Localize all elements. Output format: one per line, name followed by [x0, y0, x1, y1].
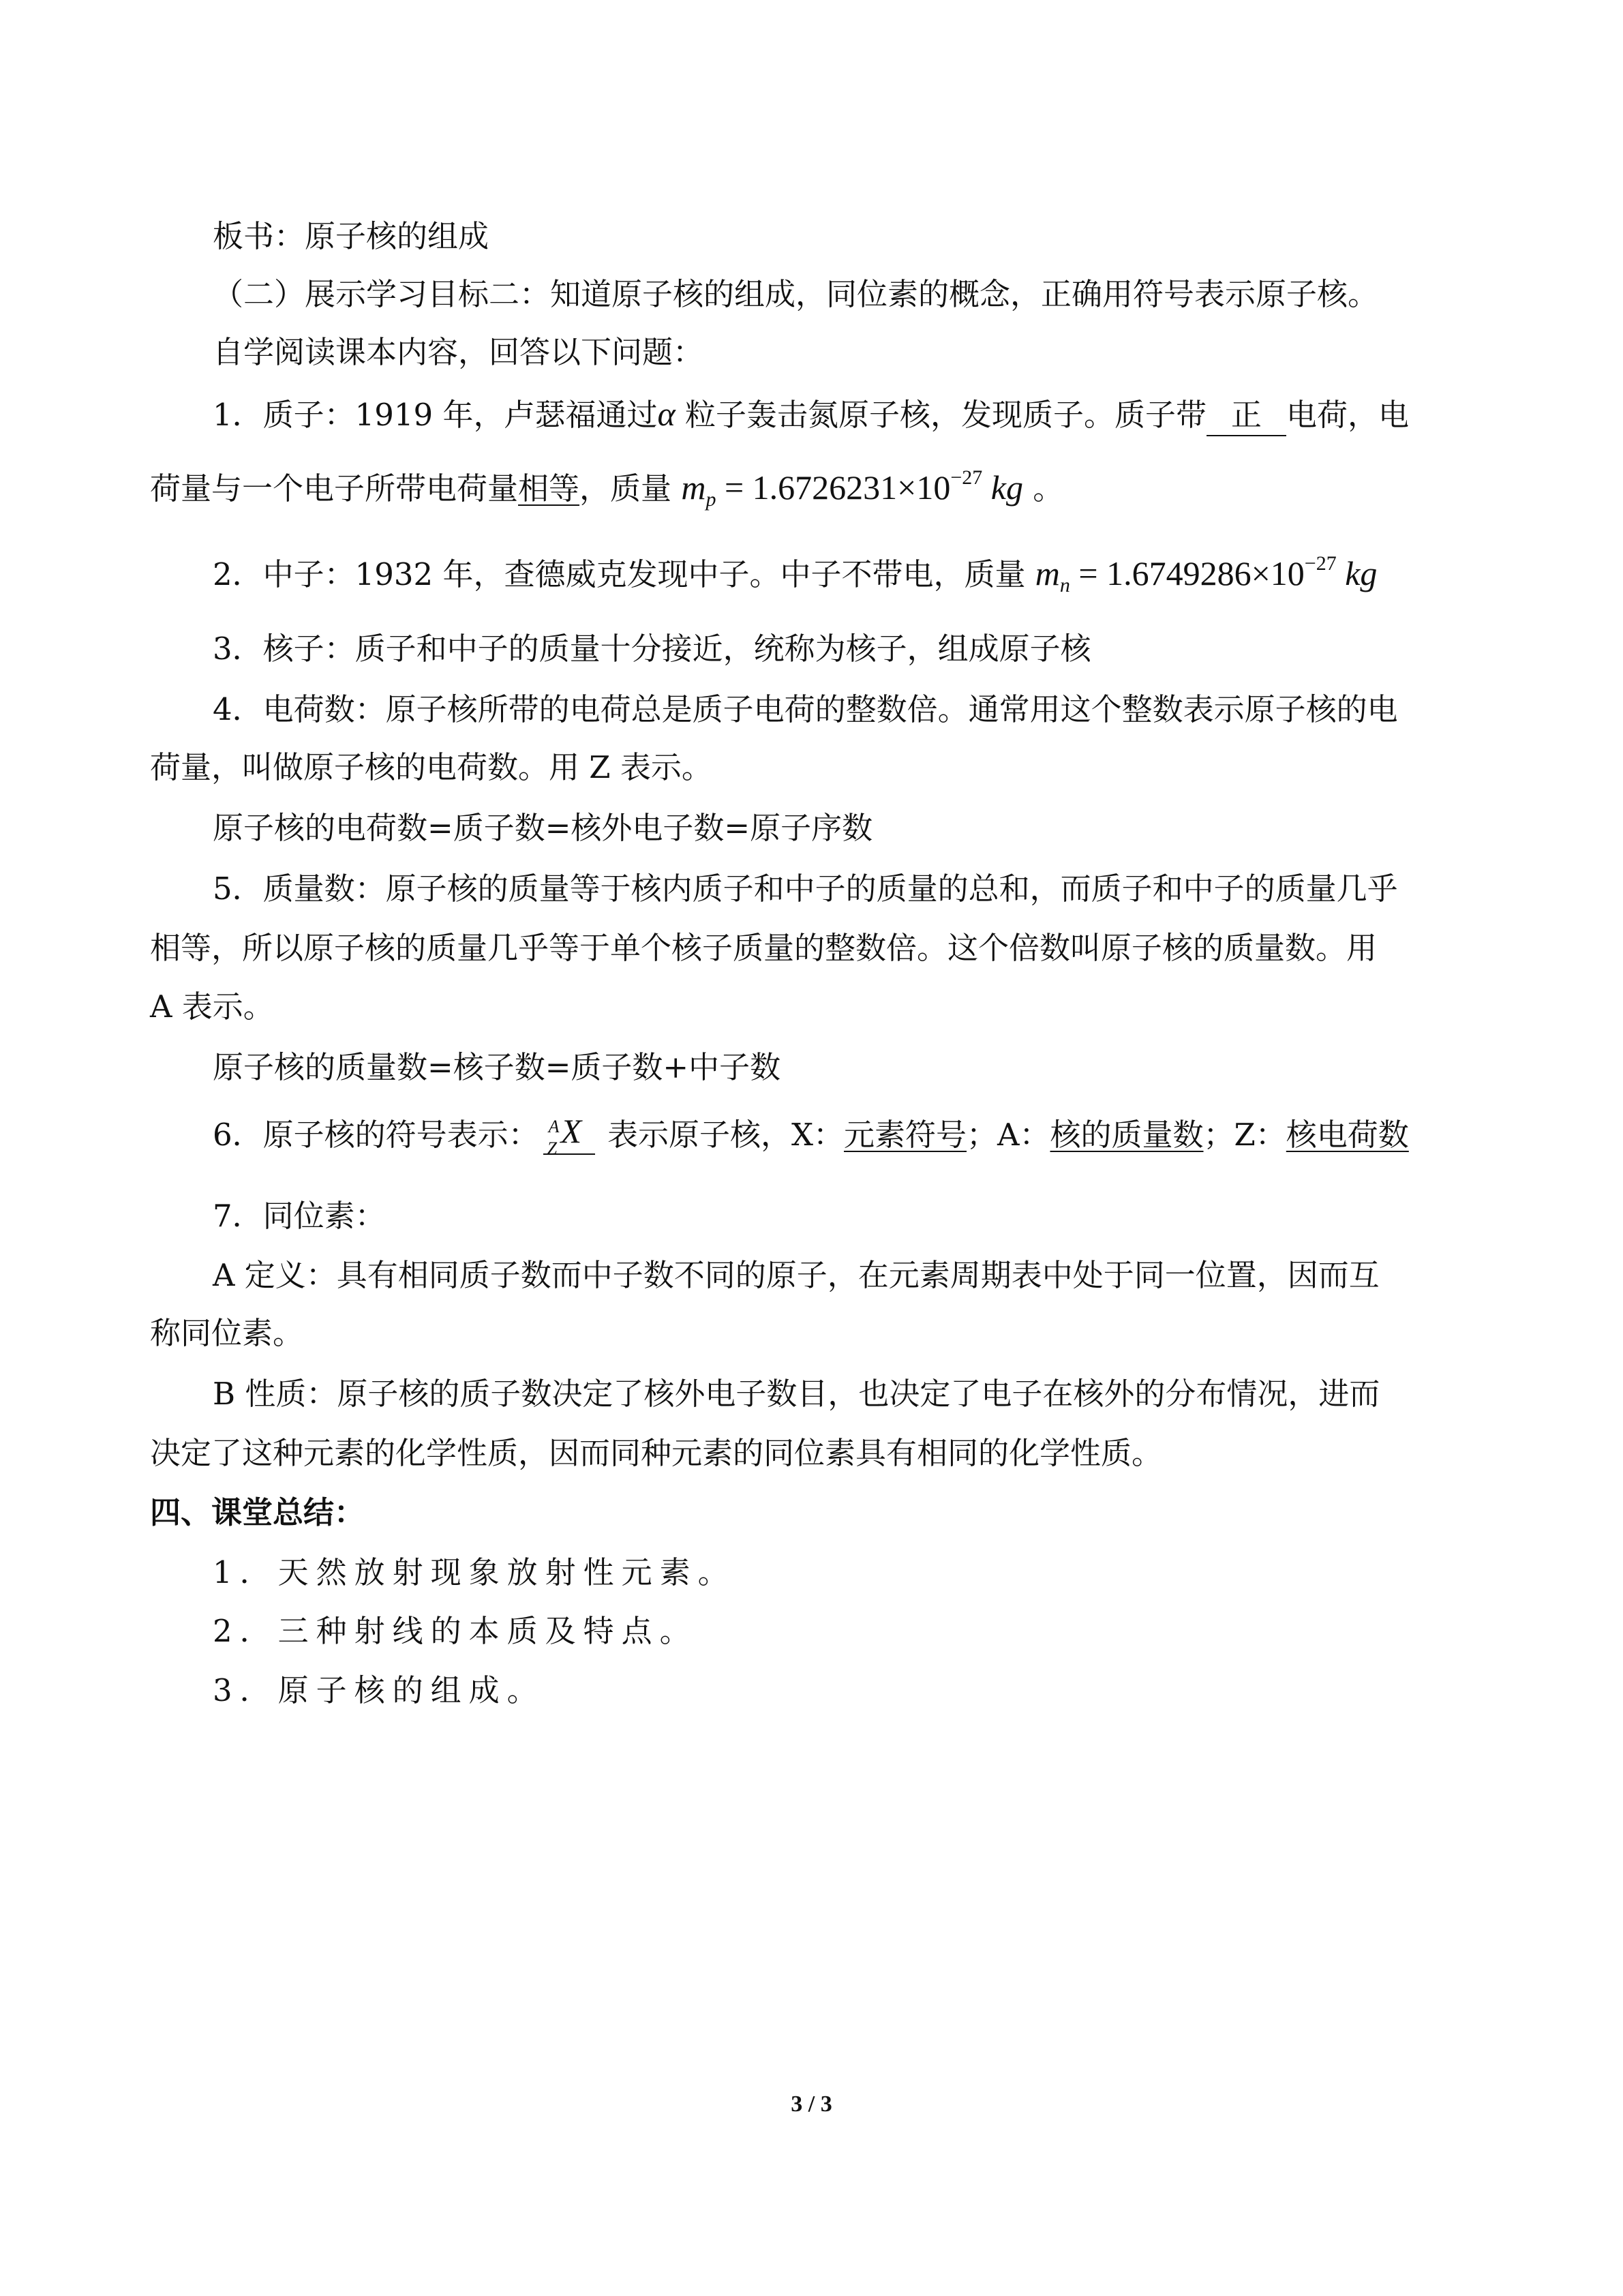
nuclide-notation-symbol: A Z X	[543, 1110, 595, 1155]
isotope-definition-line2: 称同位素。	[150, 1315, 304, 1351]
self-study-prompt: 自学阅读课本内容，回答以下问题：	[213, 334, 704, 370]
charge-number-equation: 原子核的电荷数=质子数=核外电子数=原子序数	[213, 810, 873, 846]
text: 电荷，电	[1286, 397, 1410, 433]
isotope-property-line1: B 性质：原子核的质子数决定了核外电子数目，也决定了电子在核外的分布情况，进而	[213, 1376, 1380, 1412]
text: ；A：	[967, 1117, 1050, 1153]
mass-number-equation: 原子核的质量数=核子数=质子数+中子数	[213, 1049, 781, 1085]
text: 荷量与一个电子所带电荷量	[150, 470, 519, 507]
answer-element-symbol: 元素符号	[843, 1117, 967, 1153]
text: ，质量	[579, 470, 682, 507]
item-charge-number-line2: 荷量，叫做原子核的电荷数。用 Z 表示。	[150, 749, 712, 785]
item-neutron	[213, 543, 1542, 607]
proton-mass-formula: $m_p = 1.6726231\times 10^{-27}$ kg	[681, 466, 1023, 511]
summary-item-3: 3．原子核的组成。	[213, 1672, 545, 1708]
alpha-symbol: α	[657, 395, 676, 433]
item-mass-number-line2: 相等，所以原子核的质量几乎等于单个核子质量的整数倍。这个倍数叫原子核的质量数。用	[150, 930, 1378, 966]
text: 表示原子核，X：	[597, 1117, 844, 1153]
page-number: 3 / 3	[791, 2091, 832, 2117]
text: 1．质子：1919 年，卢瑟福通过	[213, 397, 658, 433]
item-charge-number-line1: 4．电荷数：原子核所带的电荷总是质子电荷的整数倍。通常用这个整数表示原子核的电	[213, 691, 1398, 727]
text: 2．中子：1932 年，查德威克发现中子。中子不带电，质量	[213, 556, 1035, 592]
item-nuclide-symbol	[213, 1110, 1542, 1156]
item-proton-line1	[213, 393, 1542, 436]
blackboard-title: 板书：原子核的组成	[213, 218, 489, 254]
item-nucleon: 3．核子：质子和中子的质量十分接近，统称为核子，组成原子核	[213, 631, 1091, 667]
item-isotope-heading: 7．同位素：	[213, 1198, 386, 1234]
summary-item-1: 1．天然放射现象放射性元素。	[213, 1554, 736, 1590]
text: 粒子轰击氮原子核，发现质子。质子带	[675, 397, 1207, 433]
summary-item-2: 2．三种射线的本质及特点。	[213, 1613, 698, 1649]
item-proton-line2	[150, 457, 1479, 521]
answer-equal: 相等	[518, 470, 580, 507]
text: ；Z：	[1203, 1117, 1286, 1153]
learning-objective-2: （二）展示学习目标二：知道原子核的组成，同位素的概念，正确用符号表示原子核。	[213, 276, 1379, 312]
text: 6．原子核的符号表示：	[213, 1117, 539, 1153]
neutron-mass-formula: $m_n = 1.6749286\times 10^{-27}$ kg	[1035, 552, 1378, 596]
item-mass-number-line3: A 表示。	[150, 988, 274, 1025]
isotope-definition-line1: A 定义：具有相同质子数而中子数不同的原子，在元素周期表中处于同一位置，因而互	[213, 1257, 1380, 1293]
answer-mass-number: 核的质量数	[1050, 1117, 1204, 1153]
answer-blank-charge: 正	[1207, 395, 1286, 436]
text: 。	[1022, 470, 1064, 507]
item-mass-number-line1: 5．质量数：原子核的质量等于核内质子和中子的质量的总和，而质子和中子的质量几乎	[213, 871, 1398, 907]
section-summary-heading: 四、课堂总结：	[150, 1494, 365, 1530]
isotope-property-line2: 决定了这种元素的化学性质，因而同种元素的同位素具有相同的化学性质。	[150, 1435, 1163, 1471]
answer-charge-number: 核电荷数	[1286, 1117, 1409, 1153]
